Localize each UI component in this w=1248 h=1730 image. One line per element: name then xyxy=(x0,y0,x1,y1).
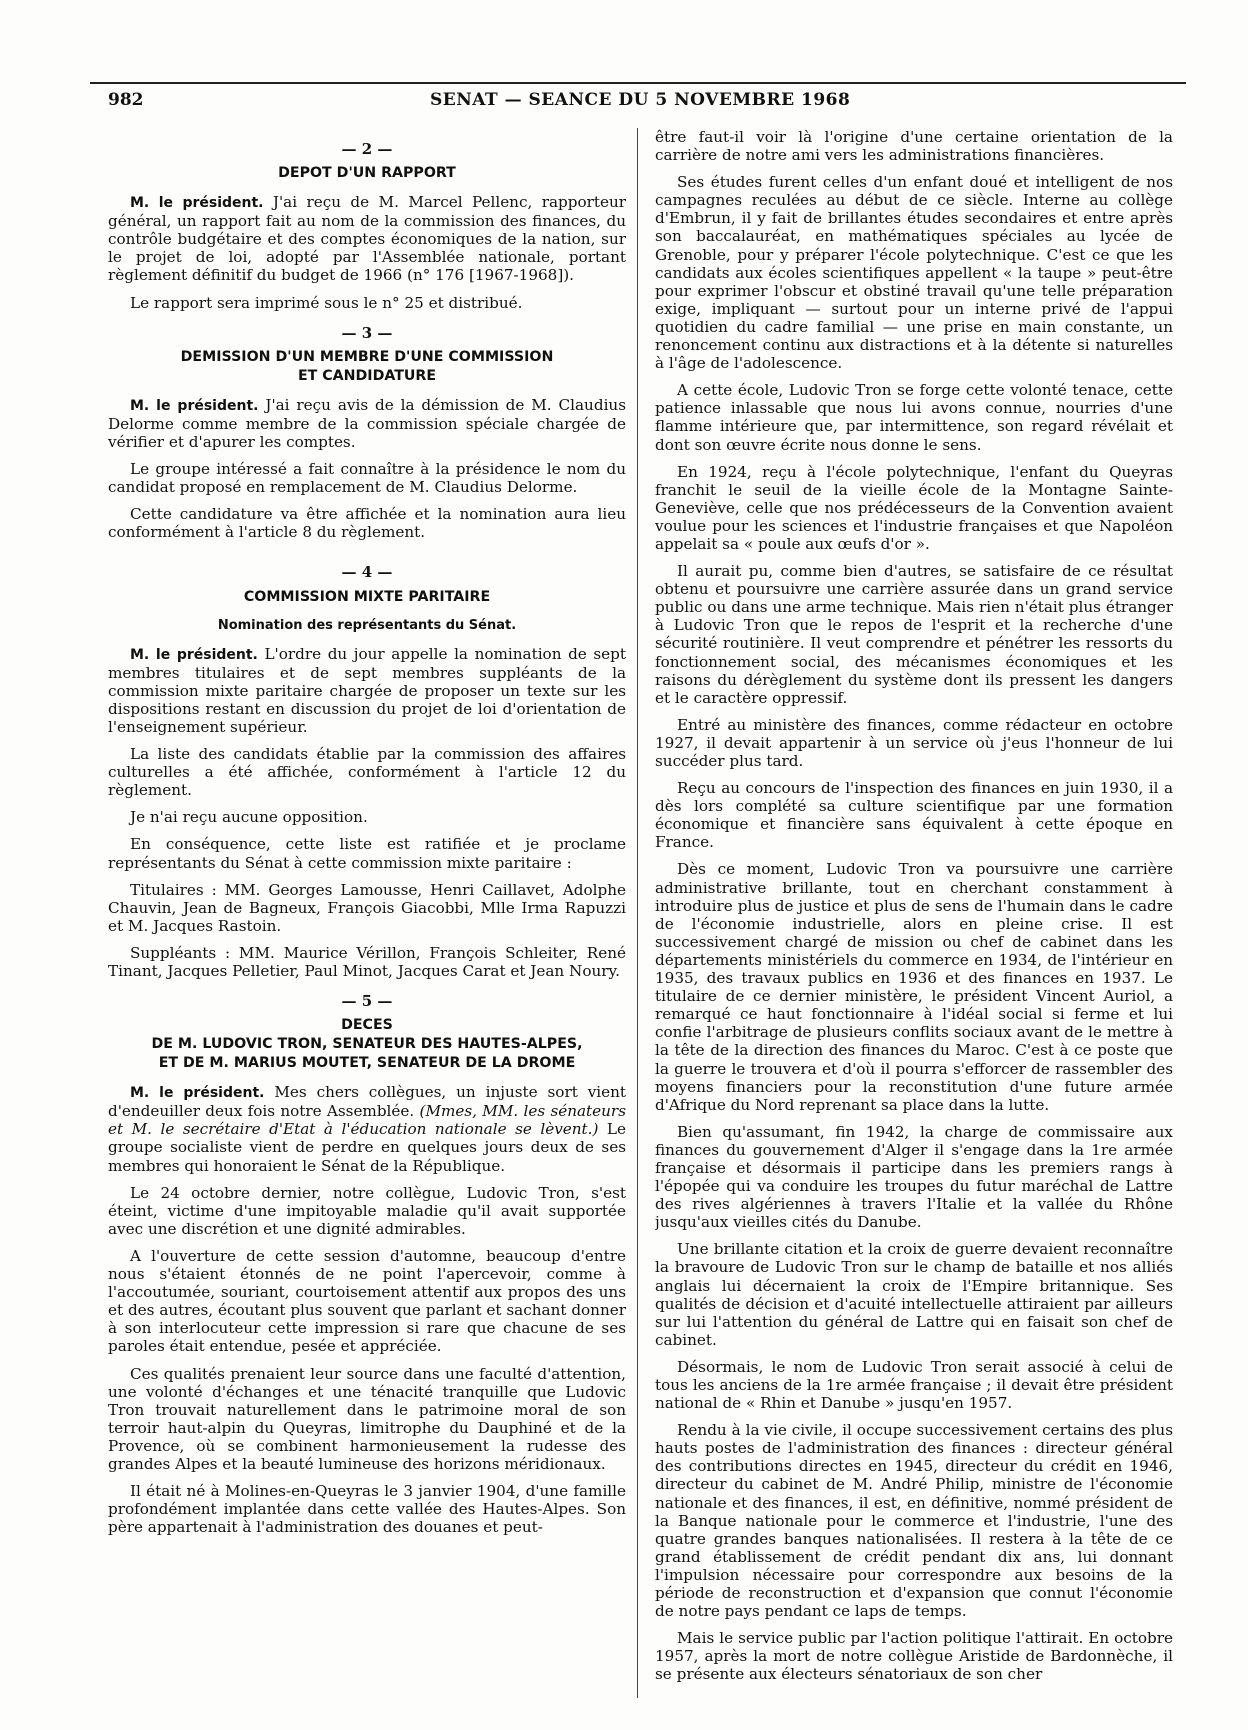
paragraph: A cette école, Ludovic Tron se forge cette volonté tenace, cette patience inlassable que nous lui avons connue, nourries d'une flamme intérieure que, par intermittence, son regard révélait et dont son œuvre écrite nous donne le sens. xyxy=(655,381,1173,454)
column-divider xyxy=(637,128,638,1698)
paragraph: Le rapport sera imprimé sous le n° 25 et distribué. xyxy=(130,293,523,312)
paragraph: Ses études furent celles d'un enfant doué et intelligent de nos campagnes reculées au début de ce siècle. Interne au collège d'Embrun, il y fait de brillantes études secondaires et entre après son baccalauréat, en mathématiques spéciales au lycée de Grenoble, pour y préparer l'école polytechnique. C'est ce que les candidats aux écoles scientifiques appellent « la taupe » peut-être pour exprimer l'obscur et obstiné travail qu'une telle préparation exige, impliquant — surtout pour un interne privé de l'appui quotidien du cadre familial — une prise en main constante, un renoncement continu aux distractions et à la détente si naturelles à l'âge de l'adolescence. xyxy=(655,173,1173,373)
section-number: — 5 — xyxy=(341,992,393,1011)
paragraph: A l'ouverture de cette session d'automne, beaucoup d'entre nous s'étaient étonnés de ne point l'apercevoir, comme à l'accoutumée, souriant, courtoisement attentif aux propos des uns et des autres, écoutant plus souvent que parlant et sachant donner à son interlocuteur cette impression si rare que chacune de ses paroles était entendue, pesée et appréciée. xyxy=(108,1246,626,1356)
paragraph: Il aurait pu, comme bien d'autres, se satisfaire de ce résultat obtenu et poursuivre une carrière assurée dans un grand service public ou dans une arme technique. Mais rien n'était plus étranger à Ludovic Tron que le repos de l'esprit et la recherche d'une sécurité routinière. Il veut comprendre et pénétrer les ressorts du fonctionnement social, des mécanismes économiques et les raisons du dérèglement du système dont ils pressent les dangers et le caractère oppressif. xyxy=(655,562,1173,707)
header-title: SENAT — SEANCE DU 5 NOVEMBRE 1968 xyxy=(430,90,851,110)
paragraph: En 1924, reçu à l'école polytechnique, l'enfant du Queyras franchit le seuil de la vieille école de la Montagne Sainte-Geneviève, celle que nos prédécesseurs de la Convention avaient voulue pour les sciences et l'industrie françaises et que Napoléon appelait sa « poule aux œufs d'or ». xyxy=(655,462,1173,553)
section-number: — 2 — xyxy=(341,140,393,158)
paragraph: La liste des candidats établie par la commission des affaires culturelles a été affichée, conformément à l'article 12 du règlement. xyxy=(108,745,626,800)
paragraph: Suppléants : MM. Maurice Vérillon, François Schleiter, René Tinant, Jacques Pelletier, Paul Minot, Jacques Carat et Jean Noury. xyxy=(108,943,626,980)
paragraph: M. le président. Mes chers collègues, un injuste sort vient d'endeuiller deux fois notre Assemblée. (Mmes, MM. les sénateurs et M. le secrétaire d'Etat à l'éducation nationale se lèvent.) Le groupe socialiste vient de perdre en quelques jours deux de ses membres qui honoraient le Sénat de la République. xyxy=(108,1083,626,1175)
paragraph: Le groupe intéressé a fait connaître à la présidence le nom du candidat proposé en remplacement de M. Claudius Delorme. xyxy=(108,460,626,497)
paragraph: Reçu au concours de l'inspection des finances en juin 1930, il a dès lors complété sa culture scientifique par une formation économique et financière sans équivalent à cette époque en France. xyxy=(655,779,1173,852)
speaker: M. le président. xyxy=(130,1085,265,1102)
speaker: M. le président. xyxy=(130,646,258,663)
paragraph: Une brillante citation et la croix de guerre devaient reconnaître la bravoure de Ludovic Tron sur le champ de bataille et nos alliés anglais lui décernaient la croix de l'Empire britannique. Ses qualités de décision et d'acuité intellectuelle attiraient par ailleurs sur lui l'attention du général de Lattre qui en faisait son chef de cabinet. xyxy=(655,1240,1173,1349)
section-heading: ET DE M. MARIUS MOUTET, SENATEUR DE LA DROME xyxy=(158,1055,576,1072)
paragraph: Le 24 octobre dernier, notre collègue, Ludovic Tron, s'est éteint, victime d'une impitoyable maladie qu'il avait supportée avec une discrétion et une dignité admirables. xyxy=(108,1183,626,1238)
paragraph: Je n'ai reçu aucune opposition. xyxy=(130,808,368,827)
section-heading: ET CANDIDATURE xyxy=(297,367,437,384)
section-number: — 3 — xyxy=(341,323,393,342)
paragraph: M. le président. J'ai reçu de M. Marcel Pellenc, rapporteur général, un rapport fait au nom de la commission des finances, du contrôle budgétaire et des comptes économiques de la nation, sur le projet de loi, adopté par l'Assemblée nationale, portant règlement définitif du budget de 1966 (n° 176 [1967-1968]). xyxy=(108,193,626,285)
page-header xyxy=(90,82,1186,114)
page-number: 982 xyxy=(108,90,144,110)
paragraph: Ces qualités prenaient leur source dans une faculté d'attention, une volonté d'échanges et une ténacité tranquille que Ludovic Tron trouvait naturellement dans le patrimoine moral de son terroir haut-alpin du Queyras, limitrophe du Dauphiné et de la Provence, où se combinent harmonieusement la rudesse des grandes Alpes et la beauté lumineuse des horizons méridionaux. xyxy=(108,1364,626,1473)
stage-direction: (Mmes, MM. les sénateurs et M. le secrétaire d'Etat à l'éducation nationale se lèvent.) xyxy=(108,1102,626,1139)
paragraph: M. le président. J'ai reçu avis de la démission de M. Claudius Delorme comme membre de la commission spéciale chargée de vérifier et d'apurer les comptes. xyxy=(108,395,626,451)
section-number: — 4 — xyxy=(341,563,393,582)
paragraph: Dès ce moment, Ludovic Tron va poursuivre une carrière administrative brillante, tout en cherchant constamment à introduire plus de justice et plus de sens de l'humain dans le cadre de l'économie industrielle, alors en pleine crise. Il est successivement chargé de mission ou chef de cabinet dans les départements ministériels du commerce en 1934, de l'intérieur en 1935, des travaux publics en 1936 et des finances en 1937. Le titulaire de ce dernier ministère, le président Vincent Auriol, a remarqué ce haut fonctionnaire à l'idéal social si ferme et lui confie l'arbitrage de plusieurs conflits sociaux avant de le mettre à la tête de la direction des finances du Maroc. C'est à ce poste que la guerre le trouvera et d'où il pourra s'efforcer de rassembler des moyens financiers pour la reconstitution d'une future armée d'Afrique du Nord reprenant sa place dans la lutte. xyxy=(655,860,1173,1114)
paragraph: Mais le service public par l'action politique l'attirait. En octobre 1957, après la mort de notre collègue Aristide de Bardonnèche, il se présente aux électeurs sénatoriaux de son cher xyxy=(655,1629,1173,1684)
paragraph: En conséquence, cette liste est ratifiée et je proclame représentants du Sénat à cette commission mixte paritaire : xyxy=(108,835,626,872)
section-subheading: Nomination des représentants du Sénat. xyxy=(217,617,517,633)
paragraph: Il était né à Molines-en-Queyras le 3 janvier 1904, d'une famille profondément implantée dans cette vallée des Hautes-Alpes. Son père appartenait à l'administration des douanes et peut- xyxy=(108,1482,626,1537)
section-heading: COMMISSION MIXTE PARITAIRE xyxy=(243,588,491,605)
paragraph: Désormais, le nom de Ludovic Tron serait associé à celui de tous les anciens de la 1re armée française ; il devait être président national de « Rhin et Danube » jusqu'en 1957. xyxy=(655,1357,1173,1413)
right-column xyxy=(655,128,1173,1698)
section-heading: DE M. LUDOVIC TRON, SENATEUR DES HAUTES-ALPES, xyxy=(151,1036,583,1053)
paragraph: Bien qu'assumant, fin 1942, la charge de commissaire aux finances du gouvernement d'Alger il s'engage dans la 1re armée française et désormais il participe dans les premiers rangs à l'épopée qui va conduire les troupes du futur maréchal de Lattre des rives algériennes à travers l'Italie et la vallée du Rhône jusqu'aux vieilles cités du Danube. xyxy=(655,1122,1173,1232)
speaker: M. le président. xyxy=(130,195,264,212)
left-column xyxy=(108,128,626,1698)
paragraph: Titulaires : MM. Georges Lamousse, Henri Caillavet, Adolphe Chauvin, Jean de Bagneux, François Giacobbi, Mlle Irma Rapuzzi et M. Jacques Rastoin. xyxy=(108,880,626,935)
section-heading: DECES xyxy=(341,1017,393,1034)
paragraph: Rendu à la vie civile, il occupe successivement certains des plus hauts postes de l'administration des finances : directeur général des contributions directes en 1945, directeur du crédit en 1946, directeur du cabinet de M. André Philip, ministre de l'économie nationale et des finances, il est, en définitive, nommé président de la Banque nationale pour le commerce et l'industrie, l'une des quatre grandes banques nationalisées. Il restera à la tête de ce grand établissement de crédit pendant dix ans, lui donnant l'impulsion nécessaire pour correspondre aux besoins de la période de reconstruction et d'expansion que connut l'économie de notre pays pendant ce laps de temps. xyxy=(655,1421,1173,1621)
section-heading: DEMISSION D'UN MEMBRE D'UNE COMMISSION xyxy=(180,348,554,365)
paragraph: M. le président. L'ordre du jour appelle la nomination de sept membres titulaires et de sept membres suppléants de la commission mixte paritaire chargée de proposer un texte sur les dispositions restant en discussion du projet de loi d'orientation de l'enseignement supérieur. xyxy=(108,644,626,736)
section-heading: DEPOT D'UN RAPPORT xyxy=(278,165,456,182)
paragraph: être faut-il voir là l'origine d'une certaine orientation de la carrière de notre ami vers les administrations financières. xyxy=(655,128,1173,165)
speaker: M. le président. xyxy=(130,397,259,414)
paragraph: Entré au ministère des finances, comme rédacteur en octobre 1927, il devait appartenir à un service où j'eus l'honneur de lui succéder plus tard. xyxy=(655,715,1173,770)
paragraph: Cette candidature va être affichée et la nomination aura lieu conformément à l'article 8 du règlement. xyxy=(108,505,626,542)
